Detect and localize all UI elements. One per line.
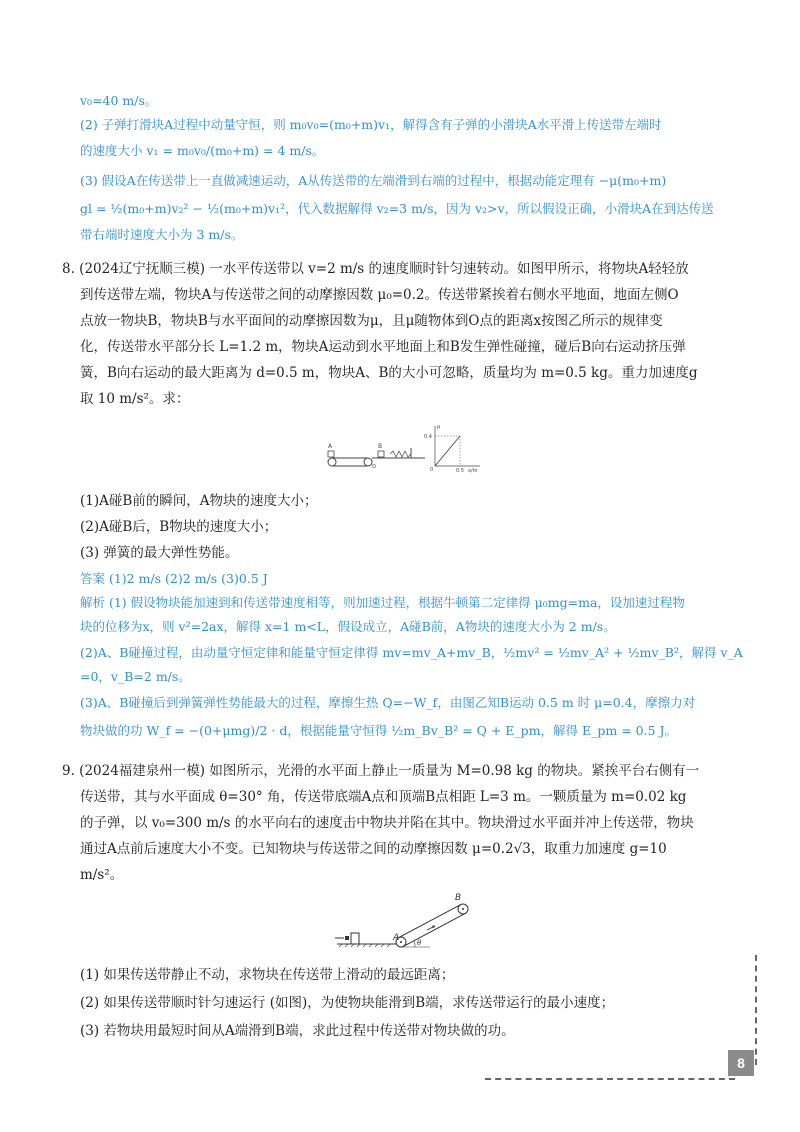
- block-a-icon: [328, 451, 334, 457]
- sol7-line-2: (2) 子弹打滑块A过程中动量守恒，则 m₀v₀=(m₀+m)v₁，解得含有子弹的小滑块A水平滑上传送带左端时: [80, 117, 662, 132]
- q9-sub-3: (3) 若物块用最短时间从A端滑到B端，求此过程中传送带对物块做的功。: [80, 1023, 515, 1039]
- q8-sub-1: (1)A碰B前的瞬间，A物块的速度大小；: [80, 493, 318, 509]
- sol7-line-3: 的速度大小 v₁ = m₀v₀/(m₀+m) = 4 m/s。: [80, 143, 325, 158]
- sol7-line-5: gl = ½(m₀+m)v₂² − ½(m₀+m)v₁²，代入数据解得 v₂=3 m/s，因为 v₂>v，所以假设正确，小滑块A在到达传送: [80, 201, 714, 216]
- fig8-x-tick: 0.5: [456, 468, 464, 474]
- sol8-line-1: 解析 (1) 假设物块能加速到和传送带速度相等，则加速过程，根据牛顿第二定律得 μ₀mg=ma，设加速过程物: [80, 595, 685, 610]
- q9-sub-1: (1) 如果传送带静止不动，求物块在传送带上滑动的最远距离；: [80, 967, 455, 983]
- block-m-icon: [351, 933, 359, 944]
- fig9-label-b: B: [455, 893, 462, 903]
- sol8-line-3: (2)A、B碰撞过程，由动量守恒定律和能量守恒定律得 mv=mv_A+mv_B，½mv² = ½mv_A² + ½mv_B²，解得 v_A: [80, 645, 743, 660]
- q9-sub-2: (2) 如果传送带顺时针匀速运行 (如图)，为使物块能滑到B端，求传送带运行的最小速度；: [80, 995, 615, 1011]
- fig8-label-o: O: [372, 464, 376, 470]
- q8-line-6: 取 10 m/s²。求：: [80, 391, 190, 407]
- sol7-line-4: (3) 假设A在传送带上一直做减速运动，A从传送带的左端滑到右端的过程中，根据动能定理有 −μ(m₀+m): [80, 173, 667, 188]
- fig8-x-label: x/m: [468, 468, 478, 474]
- q9-line-5: m/s²。: [80, 867, 124, 883]
- q9-figure: [335, 892, 480, 954]
- sol8-answer: 答案 (1)2 m/s (2)2 m/s (3)0.5 J: [80, 571, 268, 586]
- fig9-label-a: A: [393, 933, 400, 943]
- q8-sub-3: (3) 弹簧的最大弹性势能。: [80, 545, 239, 561]
- q9-line-2: 传送带，其与水平面成 θ=30° 角，传送带底端A点和顶端B点相距 L=3 m。一颗质量为 m=0.02 kg: [80, 789, 687, 805]
- q9-line-3: 的子弹，以 v₀=300 m/s 的水平向右的速度击中物块并陷在其中。物块滑过水平面并冲上传送带，物块: [80, 815, 694, 831]
- sol8-line-5: (3)A、B碰撞后到弹簧弹性势能最大的过程，摩擦生热 Q=−W_f，由图乙知B运动 0.5 m 时 μ=0.4，摩擦力对: [80, 695, 696, 710]
- q8-sub-2: (2)A碰B后，B物块的速度大小；: [80, 519, 278, 535]
- q8-line-1: 8. (2024辽宁抚顺三模) 一水平传送带以 v=2 m/s 的速度顺时针匀速转动。如图甲所示，将物块A轻轻放: [62, 261, 689, 277]
- sol8-line-4: =0，v_B=2 m/s。: [80, 669, 191, 684]
- fig8-origin: 0: [430, 467, 434, 473]
- q9-line-4: 通过A点前后速度大小不变。已知物块与传送带之间的动摩擦因数 μ=0.2√3，取重力加速度 g=10: [80, 841, 667, 857]
- q8-line-4: 化，传送带水平部分长 L=1.2 m，物块A运动到水平地面上和B发生弹性碰撞，碰后B向右运动挤压弹: [80, 339, 686, 355]
- fig8-y-tick: 0.4: [424, 434, 432, 440]
- footer-dashed-horizontal: [485, 1078, 735, 1080]
- sol7-line-1: v₀=40 m/s。: [80, 93, 158, 108]
- spring-icon: [390, 451, 411, 457]
- q8-figure: [320, 420, 490, 475]
- q8-line-3: 点放一物块B，物块B与水平面间的动摩擦因数为μ，且μ随物体到O点的距离x按图乙所示的规律变: [80, 313, 663, 329]
- q9-line-1: 9. (2024福建泉州一模) 如图所示，光滑的水平面上静止一质量为 M=0.98 kg 的物块。紧挨平台右侧有一: [62, 763, 700, 779]
- sol8-line-6: 物块做的功 W_f = −(0+μmg)/2 · d，根据能量守恒得 ½m_Bv_B² = Q + E_pm，解得 E_pm = 0.5 J。: [80, 723, 678, 738]
- q8-line-5: 簧，B向右运动的最大距离为 d=0.5 m，物块A、B的大小可忽略，质量均为 m=0.5 kg。重力加速度g: [80, 365, 698, 381]
- sol7-line-6: 带右端时速度大小为 3 m/s。: [80, 227, 244, 242]
- footer-dashed-vertical: [755, 955, 757, 1065]
- page-number: 8: [728, 1050, 754, 1076]
- block-b-icon: [378, 451, 384, 457]
- fig8-label-b: B: [378, 443, 383, 450]
- sol8-line-2: 块的位移为x，则 v²=2ax，解得 x=1 m<L，假设成立，A碰B前，A物块的速度大小为 2 m/s。: [80, 619, 616, 634]
- fig8-mu-axis: μ: [437, 424, 441, 430]
- fig8-label-a: A: [328, 443, 333, 450]
- q8-line-2: 到传送带左端，物块A与传送带之间的动摩擦因数 μ₀=0.2。传送带紧挨着右侧水平地面，地面左侧O: [80, 287, 679, 303]
- fig9-label-theta: θ: [417, 939, 422, 947]
